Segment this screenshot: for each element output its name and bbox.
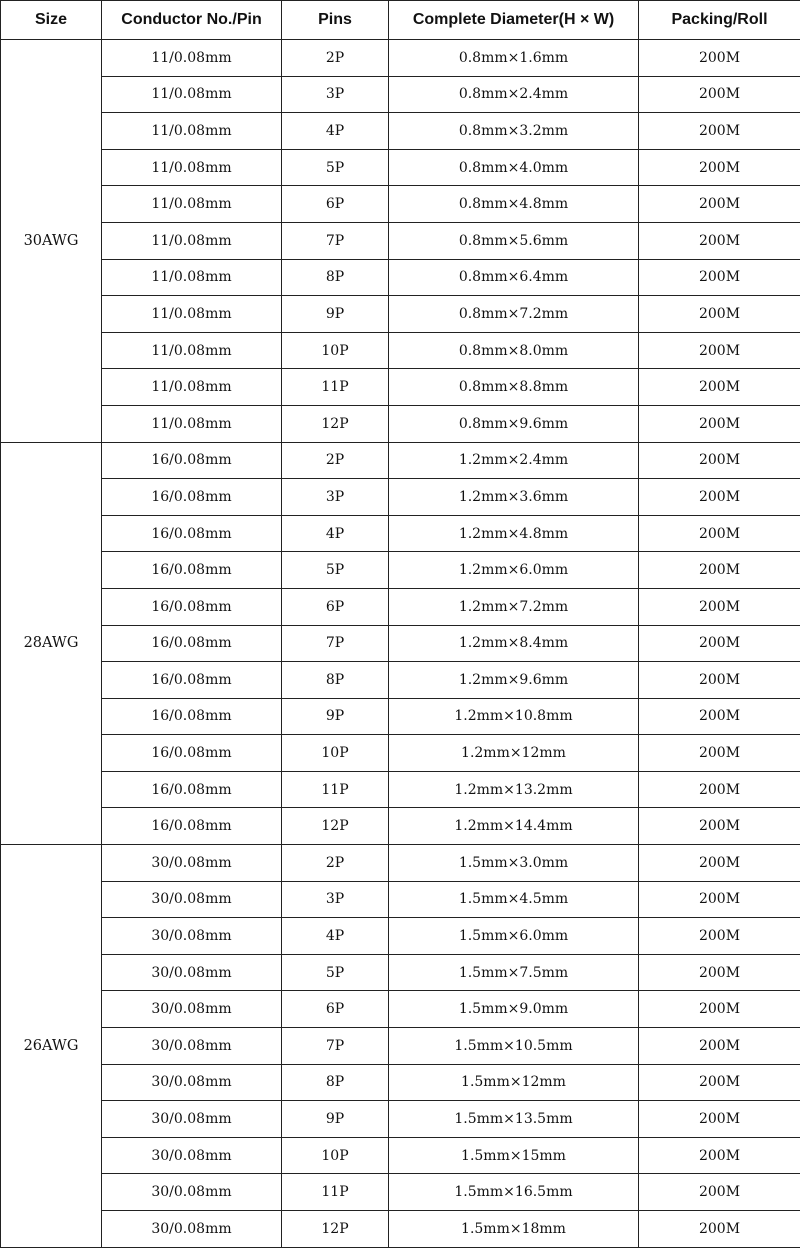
table-row xyxy=(1,1174,800,1211)
pins-cell: 8P xyxy=(282,1064,389,1101)
pins-cell: 9P xyxy=(282,296,389,333)
header-conductor: Conductor No./Pin xyxy=(102,1,282,40)
conductor-cell: 11/0.08mm xyxy=(102,76,282,113)
table-row xyxy=(1,296,800,333)
conductor-cell: 30/0.08mm xyxy=(102,1101,282,1138)
pins-cell: 10P xyxy=(282,735,389,772)
diameter-cell: 1.5mm×10.5mm xyxy=(389,1028,639,1065)
table-row xyxy=(1,735,800,772)
diameter-cell: 1.2mm×10.8mm xyxy=(389,698,639,735)
diameter-cell: 0.8mm×2.4mm xyxy=(389,76,639,113)
conductor-cell: 16/0.08mm xyxy=(102,808,282,845)
packing-cell: 200M xyxy=(639,479,800,516)
pins-cell: 12P xyxy=(282,1211,389,1248)
conductor-cell: 30/0.08mm xyxy=(102,881,282,918)
pins-cell: 8P xyxy=(282,662,389,699)
conductor-cell: 11/0.08mm xyxy=(102,296,282,333)
pins-cell: 10P xyxy=(282,1137,389,1174)
packing-cell: 200M xyxy=(639,1101,800,1138)
packing-cell: 200M xyxy=(639,296,800,333)
diameter-cell: 0.8mm×8.8mm xyxy=(389,369,639,406)
conductor-cell: 16/0.08mm xyxy=(102,662,282,699)
diameter-cell: 1.5mm×13.5mm xyxy=(389,1101,639,1138)
pins-cell: 11P xyxy=(282,369,389,406)
table-row xyxy=(1,259,800,296)
size-cell: 28AWG xyxy=(1,442,102,845)
diameter-cell: 1.2mm×14.4mm xyxy=(389,808,639,845)
conductor-cell: 16/0.08mm xyxy=(102,771,282,808)
diameter-cell: 1.2mm×3.6mm xyxy=(389,479,639,516)
table-row xyxy=(1,662,800,699)
diameter-cell: 1.2mm×6.0mm xyxy=(389,552,639,589)
packing-cell: 200M xyxy=(639,1064,800,1101)
table-row xyxy=(1,918,800,955)
pins-cell: 5P xyxy=(282,954,389,991)
header-packing: Packing/Roll xyxy=(639,1,800,40)
packing-cell: 200M xyxy=(639,1137,800,1174)
pins-cell: 2P xyxy=(282,845,389,882)
pins-cell: 7P xyxy=(282,625,389,662)
pins-cell: 7P xyxy=(282,222,389,259)
conductor-cell: 16/0.08mm xyxy=(102,515,282,552)
diameter-cell: 1.5mm×7.5mm xyxy=(389,954,639,991)
table-row xyxy=(1,808,800,845)
conductor-cell: 16/0.08mm xyxy=(102,735,282,772)
pins-cell: 4P xyxy=(282,515,389,552)
diameter-cell: 1.5mm×6.0mm xyxy=(389,918,639,955)
packing-cell: 200M xyxy=(639,332,800,369)
table-row xyxy=(1,76,800,113)
packing-cell: 200M xyxy=(639,222,800,259)
conductor-cell: 30/0.08mm xyxy=(102,1211,282,1248)
packing-cell: 200M xyxy=(639,588,800,625)
packing-cell: 200M xyxy=(639,1174,800,1211)
conductor-cell: 30/0.08mm xyxy=(102,1174,282,1211)
table-row xyxy=(1,222,800,259)
pins-cell: 12P xyxy=(282,405,389,442)
table-row xyxy=(1,698,800,735)
pins-cell: 2P xyxy=(282,40,389,77)
packing-cell: 200M xyxy=(639,76,800,113)
table-row xyxy=(1,771,800,808)
diameter-cell: 1.5mm×4.5mm xyxy=(389,881,639,918)
diameter-cell: 1.2mm×7.2mm xyxy=(389,588,639,625)
packing-cell: 200M xyxy=(639,845,800,882)
conductor-cell: 16/0.08mm xyxy=(102,588,282,625)
diameter-cell: 1.2mm×4.8mm xyxy=(389,515,639,552)
conductor-cell: 11/0.08mm xyxy=(102,222,282,259)
diameter-cell: 0.8mm×9.6mm xyxy=(389,405,639,442)
packing-cell: 200M xyxy=(639,625,800,662)
packing-cell: 200M xyxy=(639,808,800,845)
conductor-cell: 11/0.08mm xyxy=(102,186,282,223)
table-row xyxy=(1,954,800,991)
pins-cell: 2P xyxy=(282,442,389,479)
diameter-cell: 0.8mm×7.2mm xyxy=(389,296,639,333)
conductor-cell: 11/0.08mm xyxy=(102,113,282,150)
diameter-cell: 0.8mm×5.6mm xyxy=(389,222,639,259)
table-row xyxy=(1,515,800,552)
packing-cell: 200M xyxy=(639,113,800,150)
size-cell: 30AWG xyxy=(1,40,102,443)
pins-cell: 11P xyxy=(282,771,389,808)
diameter-cell: 1.2mm×8.4mm xyxy=(389,625,639,662)
diameter-cell: 0.8mm×4.8mm xyxy=(389,186,639,223)
pins-cell: 3P xyxy=(282,479,389,516)
table-row xyxy=(1,405,800,442)
diameter-cell: 1.5mm×3.0mm xyxy=(389,845,639,882)
pins-cell: 8P xyxy=(282,259,389,296)
conductor-cell: 16/0.08mm xyxy=(102,625,282,662)
diameter-cell: 0.8mm×1.6mm xyxy=(389,40,639,77)
conductor-cell: 16/0.08mm xyxy=(102,479,282,516)
pins-cell: 6P xyxy=(282,186,389,223)
pins-cell: 6P xyxy=(282,588,389,625)
conductor-cell: 16/0.08mm xyxy=(102,698,282,735)
diameter-cell: 1.5mm×16.5mm xyxy=(389,1174,639,1211)
header-size: Size xyxy=(1,1,102,40)
table-row xyxy=(1,442,800,479)
diameter-cell: 1.2mm×12mm xyxy=(389,735,639,772)
packing-cell: 200M xyxy=(639,991,800,1028)
packing-cell: 200M xyxy=(639,1211,800,1248)
packing-cell: 200M xyxy=(639,735,800,772)
table-row xyxy=(1,588,800,625)
table-row xyxy=(1,625,800,662)
conductor-cell: 11/0.08mm xyxy=(102,149,282,186)
packing-cell: 200M xyxy=(639,369,800,406)
size-cell: 26AWG xyxy=(1,845,102,1248)
pins-cell: 3P xyxy=(282,76,389,113)
diameter-cell: 1.5mm×15mm xyxy=(389,1137,639,1174)
packing-cell: 200M xyxy=(639,662,800,699)
pins-cell: 5P xyxy=(282,552,389,589)
pins-cell: 4P xyxy=(282,113,389,150)
conductor-cell: 30/0.08mm xyxy=(102,918,282,955)
diameter-cell: 1.2mm×13.2mm xyxy=(389,771,639,808)
diameter-cell: 1.2mm×9.6mm xyxy=(389,662,639,699)
pins-cell: 3P xyxy=(282,881,389,918)
packing-cell: 200M xyxy=(639,918,800,955)
diameter-cell: 0.8mm×4.0mm xyxy=(389,149,639,186)
conductor-cell: 11/0.08mm xyxy=(102,332,282,369)
table-row xyxy=(1,1211,800,1248)
table-header xyxy=(1,1,800,40)
packing-cell: 200M xyxy=(639,771,800,808)
diameter-cell: 1.5mm×9.0mm xyxy=(389,991,639,1028)
diameter-cell: 0.8mm×8.0mm xyxy=(389,332,639,369)
diameter-cell: 0.8mm×6.4mm xyxy=(389,259,639,296)
table-row xyxy=(1,552,800,589)
conductor-cell: 11/0.08mm xyxy=(102,259,282,296)
packing-cell: 200M xyxy=(639,954,800,991)
pins-cell: 9P xyxy=(282,1101,389,1138)
table-row xyxy=(1,186,800,223)
table-row xyxy=(1,1064,800,1101)
packing-cell: 200M xyxy=(639,552,800,589)
diameter-cell: 1.5mm×18mm xyxy=(389,1211,639,1248)
diameter-cell: 1.5mm×12mm xyxy=(389,1064,639,1101)
table-body xyxy=(1,40,800,1248)
conductor-cell: 30/0.08mm xyxy=(102,1137,282,1174)
conductor-cell: 11/0.08mm xyxy=(102,405,282,442)
table-row xyxy=(1,479,800,516)
conductor-cell: 16/0.08mm xyxy=(102,442,282,479)
packing-cell: 200M xyxy=(639,405,800,442)
header-pins: Pins xyxy=(282,1,389,40)
conductor-cell: 11/0.08mm xyxy=(102,40,282,77)
packing-cell: 200M xyxy=(639,881,800,918)
table-row xyxy=(1,881,800,918)
pins-cell: 4P xyxy=(282,918,389,955)
conductor-cell: 30/0.08mm xyxy=(102,954,282,991)
conductor-cell: 30/0.08mm xyxy=(102,991,282,1028)
conductor-cell: 30/0.08mm xyxy=(102,1064,282,1101)
table-row xyxy=(1,149,800,186)
diameter-cell: 1.2mm×2.4mm xyxy=(389,442,639,479)
packing-cell: 200M xyxy=(639,698,800,735)
table-row xyxy=(1,1137,800,1174)
packing-cell: 200M xyxy=(639,259,800,296)
packing-cell: 200M xyxy=(639,40,800,77)
table-row xyxy=(1,40,800,77)
packing-cell: 200M xyxy=(639,149,800,186)
pins-cell: 7P xyxy=(282,1028,389,1065)
table-row xyxy=(1,332,800,369)
conductor-cell: 30/0.08mm xyxy=(102,845,282,882)
packing-cell: 200M xyxy=(639,186,800,223)
table-row xyxy=(1,113,800,150)
conductor-cell: 30/0.08mm xyxy=(102,1028,282,1065)
table-row xyxy=(1,845,800,882)
header-row xyxy=(1,1,800,40)
pins-cell: 12P xyxy=(282,808,389,845)
packing-cell: 200M xyxy=(639,442,800,479)
pins-cell: 6P xyxy=(282,991,389,1028)
pins-cell: 11P xyxy=(282,1174,389,1211)
conductor-cell: 11/0.08mm xyxy=(102,369,282,406)
packing-cell: 200M xyxy=(639,515,800,552)
table-row xyxy=(1,1101,800,1138)
pins-cell: 10P xyxy=(282,332,389,369)
table-row xyxy=(1,369,800,406)
pins-cell: 5P xyxy=(282,149,389,186)
pins-cell: 9P xyxy=(282,698,389,735)
table-row xyxy=(1,1028,800,1065)
diameter-cell: 0.8mm×3.2mm xyxy=(389,113,639,150)
packing-cell: 200M xyxy=(639,1028,800,1065)
conductor-cell: 16/0.08mm xyxy=(102,552,282,589)
table-row xyxy=(1,991,800,1028)
header-diameter: Complete Diameter(H × W) xyxy=(389,1,639,40)
